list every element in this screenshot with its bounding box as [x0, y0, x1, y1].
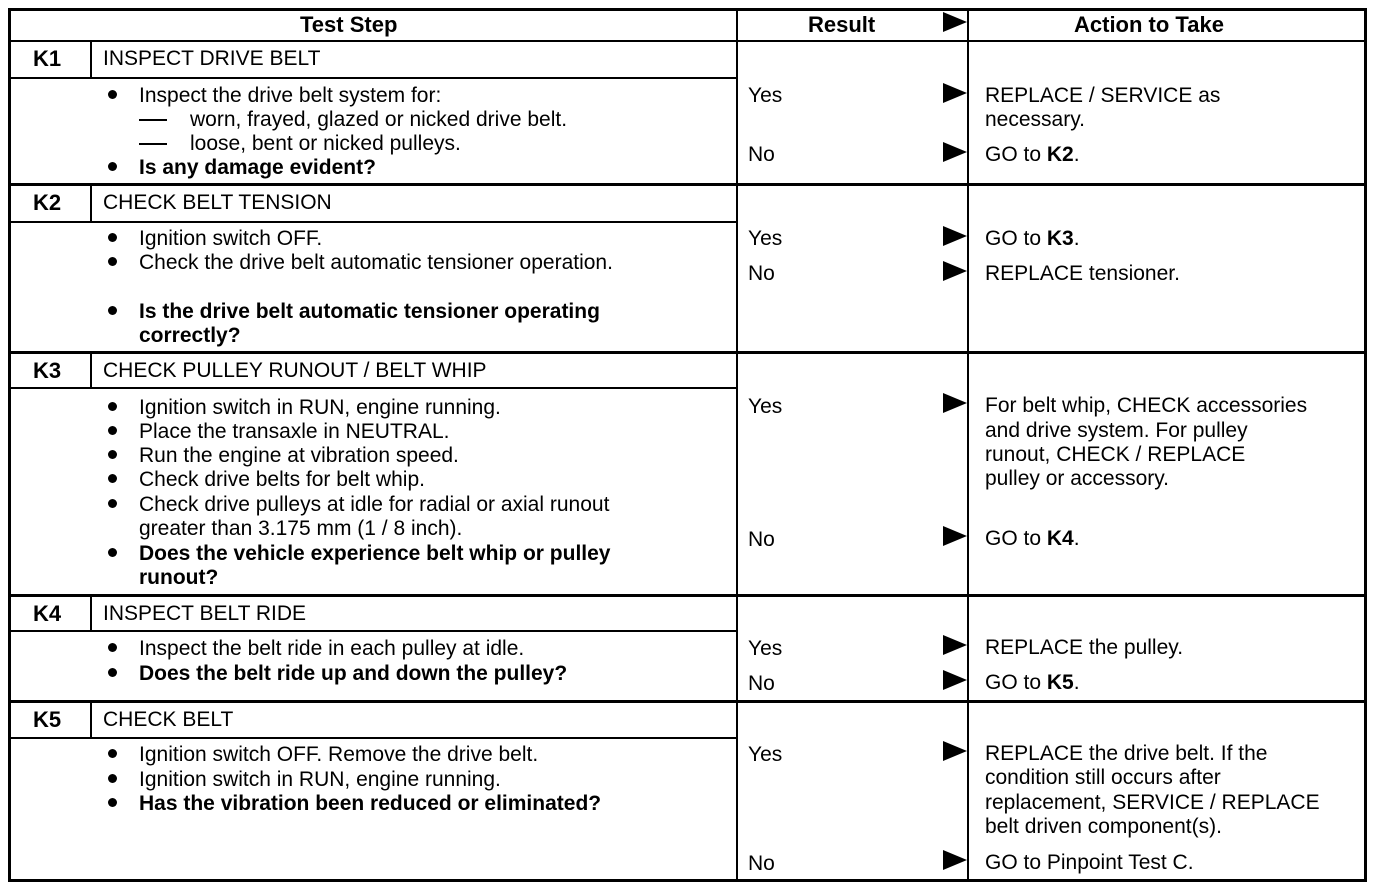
- result-no: No: [748, 262, 775, 285]
- bullet-icon: [108, 426, 117, 435]
- step-item: Run the engine at vibration speed.: [139, 444, 459, 467]
- action-yes: REPLACE the pulley.: [985, 636, 1184, 659]
- step-question: runout?: [139, 566, 219, 589]
- step-id: K3: [33, 358, 62, 383]
- step-title: CHECK BELT: [103, 708, 234, 731]
- header-result: Result: [808, 12, 876, 37]
- arrow-icon: [943, 670, 967, 690]
- action-no: REPLACE tensioner.: [985, 262, 1180, 285]
- result-yes: Yes: [748, 743, 783, 766]
- step-question: Is any damage evident?: [139, 156, 376, 179]
- step-item: Ignition switch in RUN, engine running.: [139, 396, 501, 419]
- action-yes: runout, CHECK / REPLACE: [985, 443, 1246, 466]
- arrow-icon: [943, 142, 967, 162]
- step-title: INSPECT BELT RIDE: [103, 602, 307, 625]
- bullet-icon: [108, 749, 117, 758]
- dash-icon: [139, 119, 167, 121]
- arrow-icon: [943, 635, 967, 655]
- step-subitem: loose, bent or nicked pulleys.: [190, 132, 461, 155]
- arrow-icon: [943, 850, 967, 870]
- arrow-icon: [943, 526, 967, 546]
- step-title: INSPECT DRIVE BELT: [103, 47, 321, 70]
- step-question: Is the drive belt automatic tensioner operating: [139, 300, 600, 323]
- result-no: No: [748, 528, 775, 551]
- action-no: GO to K4.: [985, 527, 1080, 550]
- step-item: Check the drive belt automatic tensioner operation.: [139, 251, 613, 274]
- bullet-icon: [108, 257, 117, 266]
- step-title: CHECK BELT TENSION: [103, 191, 332, 214]
- step-id: K4: [33, 601, 62, 626]
- result-yes: Yes: [748, 395, 783, 418]
- step-subitem: worn, frayed, glazed or nicked drive belt.: [190, 108, 568, 131]
- bullet-icon: [108, 306, 117, 315]
- result-no: No: [748, 672, 775, 695]
- step-question: Has the vibration been reduced or eliminated?: [139, 792, 602, 815]
- bullet-icon: [108, 450, 117, 459]
- result-no: No: [748, 143, 775, 166]
- bullet-icon: [108, 643, 117, 652]
- step-item: Check drive pulleys at idle for radial or axial runout: [139, 493, 610, 516]
- action-yes: belt driven component(s).: [985, 815, 1222, 838]
- bullet-icon: [108, 162, 117, 171]
- step-item: Inspect the belt ride in each pulley at idle.: [139, 637, 525, 660]
- action-yes: REPLACE / SERVICE as: [985, 84, 1221, 107]
- step-id: K2: [33, 190, 62, 215]
- arrow-icon: [943, 741, 967, 761]
- action-yes: condition still occurs after: [985, 766, 1221, 789]
- arrow-icon: [943, 226, 967, 246]
- dash-icon: [139, 143, 167, 145]
- bullet-icon: [108, 548, 117, 557]
- step-question: Does the belt ride up and down the pulley?: [139, 662, 568, 685]
- action-no: GO to K5.: [985, 671, 1080, 694]
- step-item: Inspect the drive belt system for:: [139, 84, 442, 107]
- bullet-icon: [108, 499, 117, 508]
- arrow-icon: [943, 393, 967, 413]
- step-item: greater than 3.175 mm (1 / 8 inch).: [139, 517, 463, 540]
- header-arrow-icon: [943, 12, 967, 32]
- action-yes: necessary.: [985, 108, 1085, 131]
- action-no: GO to Pinpoint Test C.: [985, 851, 1194, 874]
- action-yes: GO to K3.: [985, 227, 1080, 250]
- bullet-icon: [108, 774, 117, 783]
- header-action: Action to Take: [1074, 12, 1224, 37]
- action-yes: and drive system. For pulley: [985, 419, 1248, 442]
- action-yes: replacement, SERVICE / REPLACE: [985, 791, 1320, 814]
- header-test-step: Test Step: [300, 12, 398, 37]
- bullet-icon: [108, 474, 117, 483]
- step-item: Ignition switch OFF. Remove the drive belt.: [139, 743, 539, 766]
- step-id: K1: [33, 46, 62, 71]
- step-question: correctly?: [139, 324, 241, 347]
- step-item: Place the transaxle in NEUTRAL.: [139, 420, 450, 443]
- result-yes: Yes: [748, 227, 783, 250]
- result-yes: Yes: [748, 637, 783, 660]
- action-no: GO to K2.: [985, 143, 1080, 166]
- step-question: Does the vehicle experience belt whip or pulley: [139, 542, 611, 565]
- bullet-icon: [108, 90, 117, 99]
- step-item: Ignition switch OFF.: [139, 227, 323, 250]
- bullet-icon: [108, 668, 117, 677]
- step-title: CHECK PULLEY RUNOUT / BELT WHIP: [103, 359, 487, 382]
- action-yes: REPLACE the drive belt. If the: [985, 742, 1268, 765]
- step-id: K5: [33, 707, 62, 732]
- result-no: No: [748, 852, 775, 875]
- step-item: Ignition switch in RUN, engine running.: [139, 768, 501, 791]
- bullet-icon: [108, 798, 117, 807]
- action-yes: pulley or accessory.: [985, 467, 1170, 490]
- step-item: Check drive belts for belt whip.: [139, 468, 425, 491]
- action-yes: For belt whip, CHECK accessories: [985, 394, 1308, 417]
- arrow-icon: [943, 83, 967, 103]
- result-yes: Yes: [748, 84, 783, 107]
- arrow-icon: [943, 261, 967, 281]
- bullet-icon: [108, 233, 117, 242]
- bullet-icon: [108, 402, 117, 411]
